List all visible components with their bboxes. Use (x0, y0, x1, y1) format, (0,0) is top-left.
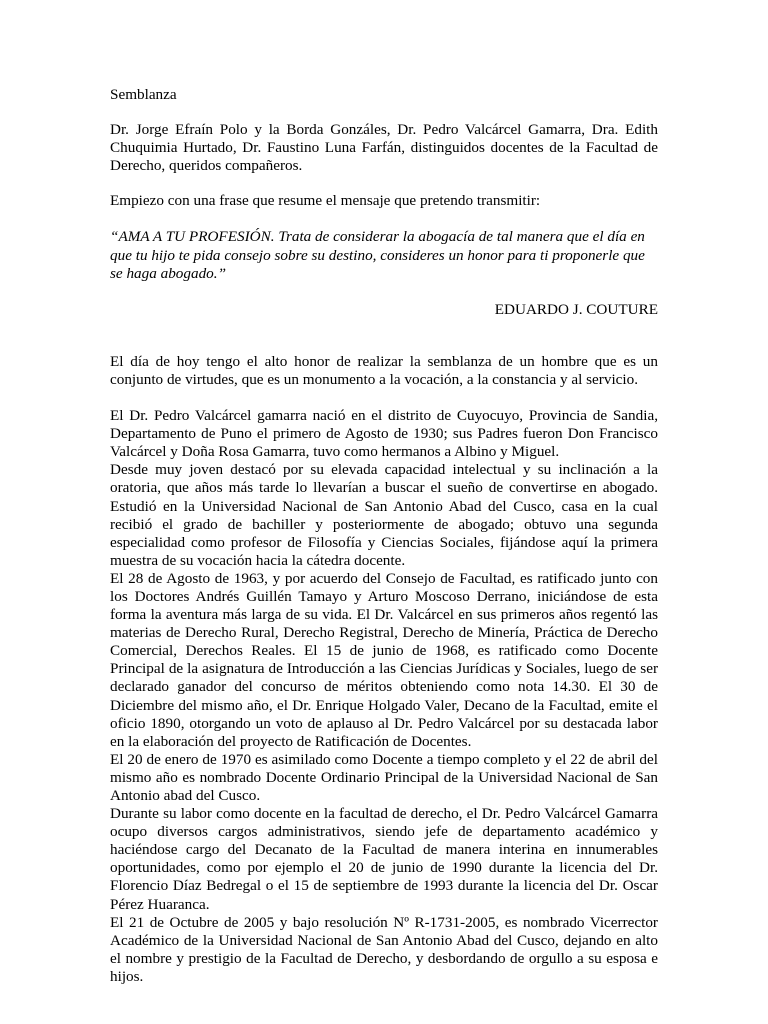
document-title: Semblanza (110, 86, 177, 103)
opening-paragraph: El día de hoy tengo el alto honor de realizar la semblanza de un hombre que es un conjunto de virtudes, que es un monumento a la vocación, a la constancia y al servicio. (110, 352, 658, 388)
document-page (110, 86, 658, 986)
body-paragraph: El 28 de Agosto de 1963, y por acuerdo del Consejo de Facultad, es ratificado junto con los Doctores Andrés Guillén Tamayo y Arturo Moscoso Derrano, iniciándose de esta forma la aventura más larga de su vida. El Dr. Valcárcel en sus primeros años regentó las materias de Derecho Rural, Derecho Registral, Derecho de Minería, Práctica de Derecho Comercial, Derechos Reales. El 15 de junio de 1968, es ratificado como Docente Principal de la asignatura de Introducción a las Ciencias Jurídicas y Sociales, luego de ser declarado ganador del concurso de méritos obteniendo como nota 14.30. El 30 de Diciembre del mismo año, el Dr. Enrique Holgado Valer, Decano de la Facultad, emite el oficio 1890, otorgando un voto de aplauso al Dr. Pedro Valcárcel por su destacada labor en la elaboración del proyecto de Ratificación de Docentes. (110, 569, 658, 750)
quote-author: EDUARDO J. COUTURE (494, 300, 658, 318)
body-paragraph: El Dr. Pedro Valcárcel gamarra nació en el distrito de Cuyocuyo, Provincia de Sandia, Departamento de Puno el primero de Agosto de 1930; sus Padres fueron Don Francisco Valcárcel y Doña Rosa Gamarra, tuvo como hermanos a Albino y Miguel. (110, 407, 658, 461)
body-paragraph: Durante su labor como docente en la facultad de derecho, el Dr. Pedro Valcárcel Gamarra ocupo diversos cargos administrativos, siendo jefe de departamento académico y haciéndose cargo del Decanato de la Facultad de manera interina en innumerables oportunidades, como por ejemplo el 20 de junio de 1990 durante la licencia del Dr. Florencio Díaz Bedregal o el 15 de septiembre de 1993 durante la licencia del Dr. Oscar Pérez Huaranca. (110, 805, 658, 913)
body-paragraph: Desde muy joven destacó por su elevada capacidad intelectual y su inclinación a la oratoria, que años más tarde lo llevarían a buscar el sueño de convertirse en abogado. Estudió en la Universidad Nacional de San Antonio Abad del Cusco, casa en la cual recibió el grado de bachiller y posteriormente de abogado; obtuvo una segunda especialidad como profesor de Filosofía y Ciencias Sociales, fijándose aquí la primera muestra de su vocación hacia la cátedra docente. (110, 461, 658, 569)
quote-text: “AMA A TU PROFESIÓN. Trata de considerar la abogacía de tal manera que el día en que tu hijo te pida consejo sobre su destino, consideres un honor para ti proponerle que se haga abogado.” (110, 228, 645, 282)
salutation-paragraph: Dr. Jorge Efraín Polo y la Borda Gonzáles, Dr. Pedro Valcárcel Gamarra, Dra. Edith Chuquimia Hurtado, Dr. Faustino Luna Farfán, distinguidos docentes de la Facultad de Derecho, queridos compañeros. (110, 121, 658, 175)
body-paragraph: El 20 de enero de 1970 es asimilado como Docente a tiempo completo y el 22 de abril del mismo año es nombrado Docente Ordinario Principal de la Universidad Nacional de San Antonio abad del Cusco. (110, 750, 658, 804)
intro-paragraph: Empiezo con una frase que resume el mensaje que pretendo transmitir: (110, 192, 541, 210)
body-paragraph: El 21 de Octubre de 2005 y bajo resolución Nº R-1731-2005, es nombrado Vicerrector Académico de la Universidad Nacional de San Antonio Abad del Cusco, dejando en alto el nombre y prestigio de la Facultad de Derecho, y desbordando de orgullo a su esposa e hijos. (110, 913, 658, 985)
